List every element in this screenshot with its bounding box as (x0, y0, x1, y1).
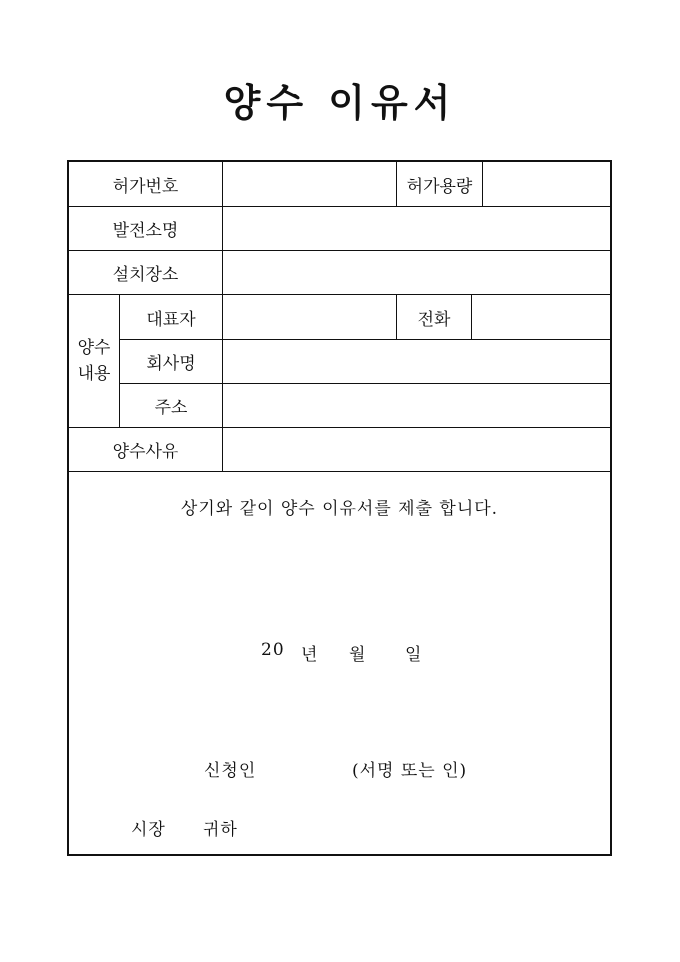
representative-field[interactable] (223, 295, 396, 339)
applicant-label: 신청인 (204, 761, 257, 781)
permit-capacity-label: 허가용량 (406, 176, 473, 197)
plant-name-field[interactable] (223, 207, 610, 250)
application-form (67, 160, 612, 856)
address-label: 주소 (154, 398, 188, 418)
date-year: 20 (261, 640, 285, 660)
location-field[interactable] (223, 251, 610, 294)
transfer-label-line2: 내용 (77, 364, 111, 384)
plant-name-label: 발전소명 (112, 221, 179, 241)
addressee: 시장 (131, 820, 166, 840)
permit-number-label: 허가번호 (112, 176, 179, 197)
reason-field[interactable] (223, 428, 610, 471)
company-name-field[interactable] (223, 340, 610, 383)
submission-statement: 상기와 같이 양수 이유서를 제출 합니다. (180, 499, 499, 519)
phone-field[interactable] (472, 295, 610, 339)
row-divider (69, 471, 610, 472)
date-day-unit: 일 (405, 645, 423, 665)
date-month-unit: 월 (349, 645, 367, 665)
transfer-label-line1: 양수 (77, 338, 111, 358)
date-year-unit: 년 (301, 645, 319, 665)
reason-label: 양수사유 (112, 442, 179, 462)
signature-hint: (서명 또는 인) (352, 761, 468, 781)
representative-label: 대표자 (146, 309, 196, 330)
address-field[interactable] (223, 384, 610, 427)
company-name-label: 회사명 (146, 354, 196, 374)
transfer-content-label (69, 295, 119, 427)
document-title: 양수 이유서 (223, 80, 457, 125)
phone-label: 전화 (417, 309, 451, 330)
honorific: 귀하 (203, 820, 238, 840)
permit-number-field[interactable] (223, 162, 396, 206)
location-label: 설치장소 (112, 265, 179, 285)
permit-capacity-field[interactable] (483, 162, 610, 206)
